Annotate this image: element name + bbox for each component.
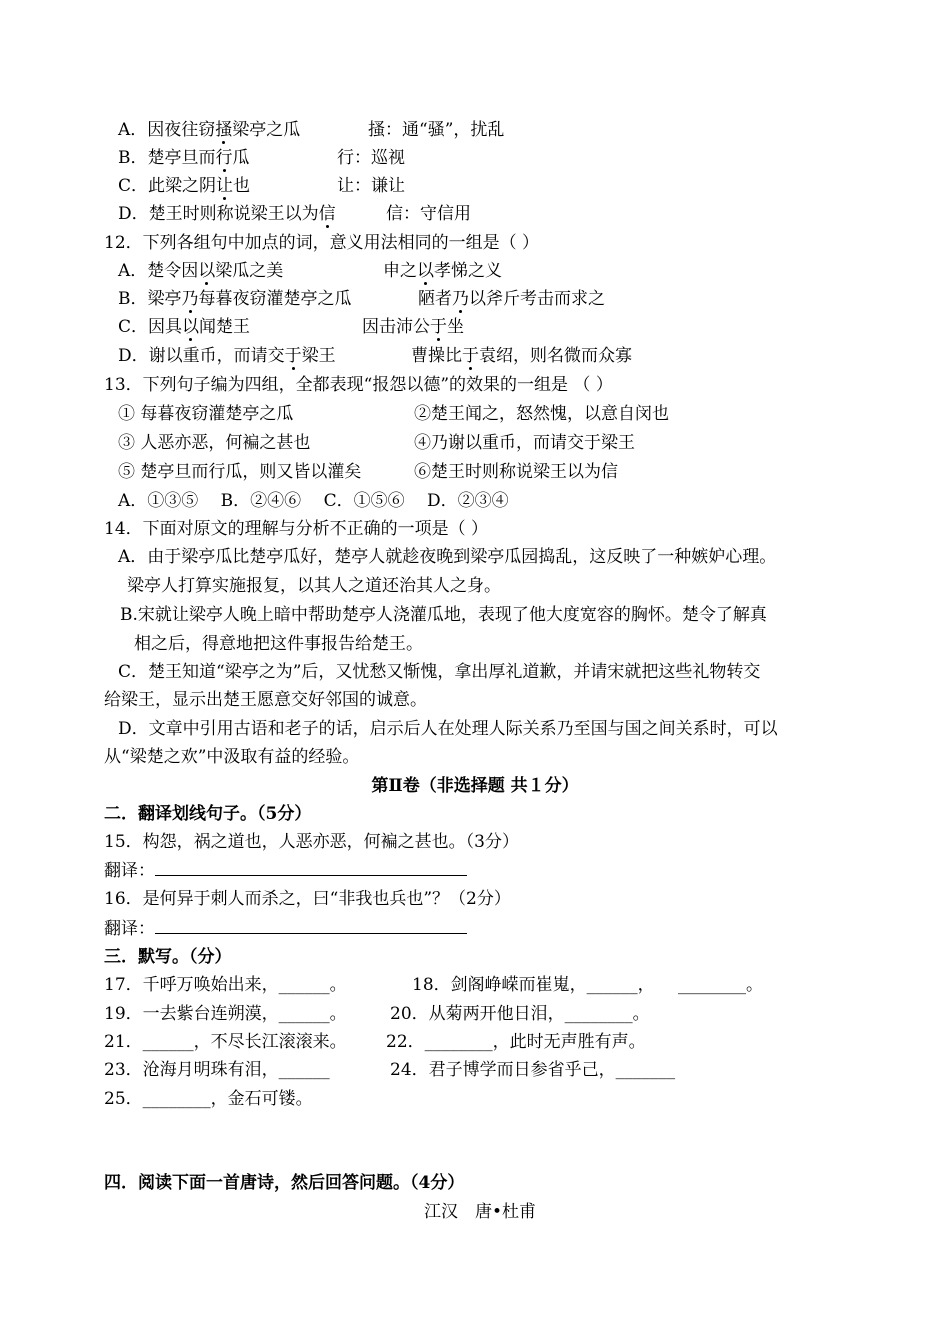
emphasis-char: 搔 — [215, 120, 233, 140]
q12-option-d: D．谢以重币，而请交于梁王 — [118, 346, 336, 366]
q12-option-a: A．楚令因以梁瓜之美 — [118, 261, 284, 281]
section2-heading: 二．翻译划线句子。（5分） — [104, 804, 312, 824]
q11-option-c-gloss: 让：谦让 — [337, 176, 405, 196]
q16-translation-line: 翻译： — [104, 917, 467, 940]
q17: 17．千呼万唤始出来，______。 — [104, 975, 347, 995]
emphasis-char: 乃 — [452, 289, 469, 309]
q13-stem: 13．下列句子编为四组，全都表现“报怨以德”的效果的一组是 （ ） — [104, 375, 613, 395]
q14-option-c-cont: 给梁王，显示出楚王愿意交好邻国的诚意。 — [104, 690, 427, 710]
q14-option-a-cont: 梁亭人打算实施报复，以其人之道还治其人之身。 — [127, 576, 501, 596]
q11-option-a-gloss: 搔：通“骚”，扰乱 — [368, 120, 505, 140]
q14-option-d-cont: 从“梁楚之欢”中汲取有益的经验。 — [104, 747, 360, 767]
q25: 25．________，金石可镂。 — [104, 1089, 313, 1109]
q14-option-b-cont: 相之后，得意地把这件事报告给楚王。 — [134, 634, 423, 654]
q21: 21．______，不尽长江滚滚来。 — [104, 1032, 347, 1052]
q20: 20．从菊两开他日泪，________。 — [390, 1004, 650, 1024]
q16-text: 16．是何异于刺人而杀之，曰“非我也兵也”？（2分） — [104, 889, 511, 909]
q15-translation-line: 翻译： — [104, 859, 467, 882]
q14-stem: 14．下面对原文的理解与分析不正确的一项是（ ） — [104, 519, 489, 539]
q14-option-a: A．由于梁亭瓜比楚亭瓜好，楚亭人就趁夜晚到梁亭瓜园捣乱，这反映了一种嫉妒心理。 — [118, 547, 777, 567]
q13-item: ⑤ 楚亭旦而行瓜，则又皆以灌矣 — [118, 462, 362, 482]
q11-option-b-gloss: 行：巡视 — [337, 148, 405, 168]
q23: 23．沧海月明珠有泪，______ — [104, 1060, 330, 1080]
q13-item: ① 每暮夜窃灌楚亭之瓜 — [118, 404, 294, 424]
emphasis-char: 行 — [215, 148, 233, 168]
emphasis-char: 以 — [417, 261, 434, 281]
emphasis-char: 乃 — [181, 289, 199, 309]
q11-option-d: D．楚王时则称说梁王以为信 — [118, 204, 336, 224]
q14-option-c: C．楚王知道“梁亭之为”后，又忧愁又惭愧，拿出厚礼道歉，并请宋就把这些礼物转交 — [118, 662, 761, 682]
emphasis-char: 让 — [216, 176, 234, 196]
q14-option-d: D．文章中引用古语和老子的话，启示后人在处理人际关系乃至国与国之间关系时，可以 — [118, 719, 778, 739]
q12-option-b: B．梁亭乃每暮夜窃灌楚亭之瓜 — [118, 289, 352, 309]
q12-option-d-right: 曹操比于袁绍，则名微而众寡 — [411, 346, 632, 366]
q12-stem: 12．下列各组句中加点的词，意义用法相同的一组是（ ） — [104, 233, 540, 253]
q11-option-d-gloss: 信：守信用 — [386, 204, 471, 224]
emphasis-char: 于 — [284, 346, 302, 366]
answer-blank[interactable] — [155, 859, 467, 876]
q11-option-c: C．此梁之阴让也 — [118, 176, 251, 196]
emphasis-char: 于 — [430, 317, 447, 337]
q13-item: ④乃谢以重币，而请交于梁王 — [414, 433, 635, 453]
q18: 18．剑阁峥嵘而崔嵬，______， — [412, 975, 655, 995]
q12-option-c: C．因具以闻楚王 — [118, 317, 251, 337]
q12-option-c-right: 因击沛公于坐 — [362, 317, 464, 337]
emphasis-char: 以 — [182, 317, 200, 337]
q12-option-a-right: 申之以孝悌之义 — [383, 261, 502, 281]
q15-text: 15．构怨，祸之道也，人恶亦恶，何褊之甚也。（3分） — [104, 832, 519, 852]
emphasis-char: 信 — [318, 204, 336, 224]
q11-option-b: B．楚亭旦而行瓜 — [118, 148, 250, 168]
q14-option-b: B.宋就让梁亭人晚上暗中帮助楚亭人浇灌瓜地，表现了他大度宽容的胸怀。楚令了解真 — [120, 605, 767, 625]
q13-item: ②楚王闻之，怒然愧，以意自闵也 — [414, 404, 669, 424]
part2-title: 第Ⅱ卷（非选择题 共１分） — [371, 776, 579, 796]
q18-blank: ________。 — [678, 975, 763, 995]
q11-option-a: A．因夜往窃搔梁亭之瓜 — [118, 120, 301, 140]
q13-item: ③ 人恶亦恶，何褊之甚也 — [118, 433, 311, 453]
q19: 19．一去紫台连朔漠，______。 — [104, 1004, 347, 1024]
q13-options: A．①③⑤ B．②④⑥ C．①⑤⑥ D．②③④ — [118, 491, 509, 511]
q13-item: ⑥楚王时则称说梁王以为信 — [414, 462, 618, 482]
section3-heading: 三．默写。（分） — [104, 947, 232, 967]
emphasis-char: 于 — [462, 346, 479, 366]
q22: 22．________，此时无声胜有声。 — [386, 1032, 646, 1052]
emphasis-char: 以 — [198, 261, 216, 281]
section4-heading: 四．阅读下面一首唐诗，然后回答问题。（4分） — [104, 1173, 465, 1193]
q24: 24．君子博学而日参省乎己，_______ — [390, 1060, 676, 1080]
poem-title: 江汉 唐•杜甫 — [424, 1202, 537, 1222]
q12-option-b-right: 陋者乃以斧斤考击而求之 — [418, 289, 605, 309]
answer-blank[interactable] — [155, 917, 467, 934]
